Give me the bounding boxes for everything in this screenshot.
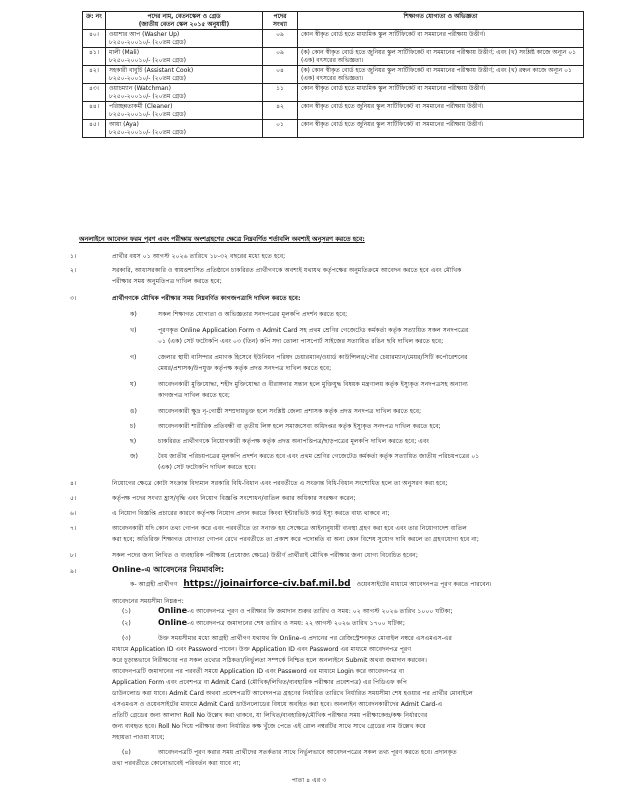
text-i1: প্রার্থীর বয়স ০১ আগস্ট ২০২৬ তারিখে ১৮-৩২ বছরের মধ্যে হতে হবে;: [112, 253, 286, 260]
table-row: [83, 48, 584, 66]
page-footer: পাতা ৪ এর ৩: [291, 777, 327, 784]
row-name-cell: [106, 102, 263, 120]
row-qty: ০৯: [263, 30, 298, 48]
online-rules-title: [112, 565, 224, 575]
row-qty: ৪২: [263, 102, 298, 120]
text-kha-l: খ): [130, 327, 137, 334]
row-name-cell: [106, 48, 263, 66]
schedule-end: [158, 618, 405, 628]
text-kha-b: ০১ (এক) সেট ফটোকপি এবং ০৩ (তিন) কপি সদ্য তোলা পাসপোর্ট সাইজের সত্যায়িত রঙিন ছবি দাখিল করতে হবে;: [158, 338, 444, 345]
header-qty: পদের সংখ্যা: [263, 12, 298, 30]
text-s3-l: (৩): [122, 635, 131, 642]
row-qty: ০১: [263, 120, 298, 138]
row-qty: ০৯: [263, 48, 298, 66]
text-s3e: Application Form এবং প্রবেশপত্র বা Admit Card (মৌখিক/লিখিত/ব্যবহারিক পরীক্ষার প্রবেশপত্র) এর পিডিএফ কপি: [112, 679, 407, 686]
row-qual: কোন স্বীকৃত বোর্ড হতে মাধ্যমিক স্কুল সার্টিফিকেট বা সমমানের পরীক্ষায় উত্তীর্ণ।: [298, 30, 584, 48]
row-qual: (ক) কোন স্বীকৃত বোর্ড হতে জুনিয়র স্কুল সার্টিফিকেট বা সমমানের পরীক্ষায় উত্তীর্ণ; এবং (খ) সংশ্লিষ্ট কাজে অন্যূন ০১ (এক) বৎসরের অভিজ্ঞতা।: [298, 48, 584, 66]
text-i9-sched: আবেদনের সময়সীমা নিম্নরূপ:: [112, 598, 184, 605]
text-i3: প্রার্থীগণকে মৌখিক পরীক্ষার সময় নিম্নবর্ণিত কাগজপত্রাদি দাখিল করতে হবে:: [112, 295, 301, 302]
text-i4: নিয়োগের ক্ষেত্রে কোটা সংক্রান্ত বিদ্যমান সরকারি বিধি-বিধান এবং পরবর্তীতে এ সংক্রান্ত বিধি-বিধান সংশোধিত হলে তা অনুসরণ করা হবে;: [112, 480, 448, 487]
text-gha-l: ঘ): [130, 381, 137, 388]
table-row: [83, 30, 584, 48]
text-kha-a: পূরণকৃত Online Application Form ও Admit Card সহ প্রথম শ্রেণির গেজেটেড কর্মকর্তা কর্তৃক সত্যায়িত সকল সনদপত্রের: [158, 327, 469, 334]
text-umo-l: ঙ): [130, 408, 137, 415]
row-qty: ০৪: [263, 66, 298, 84]
row-name: ওয়াশার আপ (Washer Up): [109, 31, 180, 38]
text-ja-a: বৈধ জাতীয় পরিচয়পত্রের মূলকপি প্রদর্শন করতে হবে এবং প্রথম শ্রেণির গেজেটেড কর্মকর্তা কর্তৃক সত্যায়িত জাতীয় পরিচয়পত্রের ০১: [158, 453, 480, 460]
text-ka: সকল শিক্ষাগত যোগ্যতা ও অভিজ্ঞতার সনদপত্রের মূলকপি প্রদর্শন করতে হবে;: [158, 311, 348, 318]
text-i7-num: ৭।: [70, 525, 77, 532]
text-i5: কর্তৃপক্ষ পদের সংখ্যা হ্রাস/বৃদ্ধি এবং নিয়োগ বিজ্ঞপ্তি সংশোধন/বাতিল করার অধিকার সংরক্ষণ করেন;: [112, 495, 356, 502]
text-ka-l: ক): [130, 311, 137, 318]
row-scale: ৮২৫০-২০০১০/- (২০তম গ্রেড): [109, 38, 186, 46]
text-s3g: এসএমএস ও ওয়েবসাইটের মাধ্যমে Admit Card ডাউনলোডের বিষয়ে অবহিত করা হবে। অনলাইন আবেদনকারীদের Admit Card-এ: [112, 701, 443, 708]
text-s3i: জন্য ব্যবহৃত হবে। Roll No দিয়ে পরীক্ষার জন্য নির্ধারিত কক্ষ খুঁজে পেতে এই রোল নম্বরটির সাথে সাথে গ্রেডের নাম উল্লেখ করে: [112, 723, 426, 730]
row-name-cell: [106, 84, 263, 102]
text-ga-a: জেলার স্থায়ী বাসিন্দার প্রমাণক হিসেবে ইউনিয়ন পরিষদ চেয়ারম্যান/ওয়ার্ড কাউন্সিলর/পৌর চেয়ারম্যান/মেয়র/সিটি কর্পোরেশনের: [158, 354, 468, 361]
row-name: সহকারী বাবুর্চি (Assistant Cook): [109, 67, 194, 74]
row-name: ওয়াচম্যান (Watchman): [109, 85, 171, 92]
online-rules-title-text: Online-এ আবেদনের নিয়মাবলি:: [112, 565, 225, 574]
text-i7b: করা হবে; অতিরিক্ত শিক্ষাগত যোগ্যতা গোপন রেখে পরবর্তীতে তা প্রকাশ করে পদোন্নতি বা অন্য কোন বিশেষ সুযোগ দাবি করলে তা গ্রহণযোগ্য হবে না;: [112, 536, 479, 543]
row-sl: ৪৩।: [83, 84, 106, 102]
text-ga-l: গ): [130, 354, 137, 361]
header-name-sub: (জাতীয় বেতন স্কেল ২০১৫ অনুযায়ী): [138, 20, 230, 28]
text-i1-num: ১।: [70, 253, 77, 260]
text-i2b: পরীক্ষার সময় অনুমতিপত্র দাখিল করতে হবে;: [112, 278, 222, 285]
header-sl: ক্র: নং: [83, 12, 106, 30]
apply-website-link[interactable]: https://joinairforce-civ.baf.mil.bd: [183, 579, 351, 589]
row-name-cell: [106, 66, 263, 84]
text-s3j: সহায়তা পাওয়া যাবে;: [112, 734, 165, 741]
text-s3c: করে চূড়ান্তভাবে নিরীক্ষণের পর সকল তথ্যের সঠিকতা/নির্ভুলতা সম্পর্কে নিশ্চিত হলে অনলাইনে Submit অথবা জমাদান করবেন।: [112, 657, 427, 664]
text-chha-l: ছ): [130, 438, 137, 445]
text-s3h: প্রতিটি গ্রেডের জন্য আলাদা Roll No উল্লেখ করা থাকবে, যা লিখিত/ব্যবহারিক/মৌখিক পরীক্ষার সময় পরীক্ষাকেন্দ্র/কক্ষ নির্ধারণের: [112, 712, 428, 719]
text-umo: আবেদনকারী ক্ষুদ্র নৃ-গোষ্ঠী সম্প্রদায়ভুক্ত হলে সংশ্লিষ্ট জেলা প্রশাসক কর্তৃক প্রদত্ত সনদপত্র দাখিল করতে হবে;: [158, 408, 422, 415]
text-s3f: ডাউনলোড করা যাবে। Admit Card অথবা প্রবেশপত্রটি আবেদনপত্র গ্রহণের নির্ধারিত তারিখে নির্ধারিত সময়সীমা শেষ হওয়ার পর প্রার্থীর মোবাইলে: [112, 690, 473, 697]
text-cha-l: চ): [130, 423, 136, 430]
schedule-start-online: Online: [158, 606, 188, 615]
text-ja-l: জ): [130, 453, 138, 460]
text-i7a: আবেদনকারী যদি কোন তথ্য গোপন করে এবং পরবর্তীতে তা সনাক্ত হয় সেক্ষেত্রে আইনানুযায়ী ব্যবস্থা গ্রহণ করা হবে এবং তার নিয়োগাদেশ বাতিল: [112, 525, 467, 532]
row-name-cell: [106, 120, 263, 138]
text-cha: আবেদনকারী শারীরিক প্রতিবন্ধী বা তৃতীয় লিঙ্গ হলে সমাজসেবা অধিদপ্তর কর্তৃক ইস্যুকৃত সনদপত্র দাখিল করতে হবে;: [158, 423, 441, 430]
apply-website-prefix: ক- আগ্রহী প্রার্থীগণ: [130, 581, 178, 588]
table-row: [83, 84, 584, 102]
row-name: পরিচ্ছন্নতাকর্মী (Cleaner): [109, 103, 173, 110]
text-i8-num: ৮।: [70, 552, 77, 559]
schedule-start-text: -এ আবেদনপত্র পূরণ ও পরীক্ষার ফি জমাদান শুরুর তারিখ ও সময়: ০২ আগস্ট ২০২৬ তারিখ ১০০০ ঘটিকা;: [187, 608, 453, 615]
row-scale: ৮২৫০-২০০১০/- (২০তম গ্রেড): [109, 56, 186, 64]
apply-website-suffix: ওয়েবসাইটের মাধ্যমে আবেদনপত্র পূরণ করতে পারবেন।: [356, 581, 492, 588]
row-qual: কোন স্বীকৃত বোর্ড হতে মাধ্যমিক স্কুল সার্টিফিকেট বা সমমানের পরীক্ষায় উত্তীর্ণ।: [298, 84, 584, 102]
text-i9-num: ৯।: [70, 568, 77, 575]
text-s4a: আবেদনপত্রটি পূরণ করার সময় প্রার্থীদের সতর্কতার সাথে নির্ভুলভাবে আবেদনপত্রের সকল তথ্য পূরণ করতে হবে। প্রদানকৃত: [158, 749, 457, 756]
table-row: [83, 120, 584, 138]
table-row: [83, 102, 584, 120]
text-gha-b: কাগজপত্র দাখিল করতে হবে;: [158, 392, 230, 399]
header-name-label: পদের নাম, বেতনস্কেল ও গ্রেড: [147, 13, 221, 20]
schedule-end-text: -এ আবেদনপত্র জমাদানের শেষ তারিখ ও সময়: ২২ আগস্ট ২০২৬ তারিখ ১৭০০ ঘটিকা;: [187, 620, 405, 627]
text-i6-num: ৬।: [70, 510, 77, 517]
row-sl: ৪৪।: [83, 102, 106, 120]
text-s3b: মাধ্যমে Application ID এবং Password পাবেন। উক্ত Application ID এবং Password এর মাধ্যমে আবেদনপত্র পূরণ: [112, 646, 412, 653]
row-sl: ৪৫।: [83, 120, 106, 138]
text-i4-num: ৪।: [70, 480, 77, 487]
conditions-heading: অনলাইনে আবেদন ফরম পূরণ এবং পরীক্ষায় অংশগ্রহণের ক্ষেত্রে নিম্নবর্ণিত শর্তাবলি অবশ্যই অনুসরণ করতে হবে:: [79, 235, 365, 243]
text-gha-a: আবেদনকারী মুক্তিযোদ্ধা, শহীদ মুক্তিযোদ্ধা ও বীরাঙ্গনার সন্তান হলে মুক্তিযুদ্ধ বিষয়ক মন্ত্রণালয় কর্তৃক ইস্যুকৃত সনদপত্রসহ অন্যান্য: [158, 381, 468, 388]
table-row: [83, 66, 584, 84]
text-i6: এ নিয়োগ বিজ্ঞপ্তি প্রচারের কারণে কর্তৃপক্ষ নিয়োগ প্রদান করতে কিংবা ইন্টারভিউ কার্ড ইস্যু করতে বাধ্য থাকবে না;: [112, 510, 390, 517]
text-s3d: আবেদনপত্রটি জমাদানের পর পরবর্তী সময়ে Application ID এবং Password এর মাধ্যমে Login করে আবেদনপত্র বা: [112, 668, 405, 675]
text-ga-b: মেয়র/প্রশাসক/উপযুক্ত কর্তৃপক্ষ কর্তৃক প্রদত্ত সনদপত্র দাখিল করতে হবে;: [158, 365, 332, 372]
text-s1-l: (১): [122, 608, 131, 615]
apply-website-line: [130, 580, 492, 589]
text-ja-b: (এক) সেট ফটোকপি দাখিল করতে হবে।: [158, 464, 256, 471]
header-qual: শিক্ষাগত যোগ্যতা ও অভিজ্ঞতা: [298, 12, 584, 30]
text-s4b: তথ্য পরবর্তীতে কোনোভাবেই পরিবর্তন করা যাবে না;: [112, 760, 241, 767]
text-s4-l: (৪): [122, 749, 131, 756]
row-sl: ৪১।: [83, 48, 106, 66]
text-s3a: উক্ত সময়সীমার মধ্যে আগ্রহী প্রার্থীগণ যথাযথ ফি Online-এ প্রদানের পর রেজিস্ট্রেশনকৃত মোবাইল নম্বরে এসএমএস-এর: [158, 635, 452, 642]
row-scale: ৮২৫০-২০০১০/- (২০তম গ্রেড): [109, 92, 186, 100]
text-i5-num: ৫।: [70, 495, 77, 502]
header-name: [106, 12, 263, 30]
row-qual: (ক) কোন স্বীকৃত বোর্ড হতে জুনিয়র স্কুল সার্টিফিকেট বা সমমানের পরীক্ষায় উত্তীর্ণ; এবং (খ) রন্ধন কাজে অন্যূন ০১ (এক) বৎসরের অভিজ্ঞতা।: [298, 66, 584, 84]
row-name: মালী (Mali): [109, 49, 140, 56]
text-i2-num: ২।: [70, 267, 77, 274]
row-sl: ৪২।: [83, 66, 106, 84]
row-sl: ৪০।: [83, 30, 106, 48]
text-i8: সকল পদের জন্য লিখিত ও ব্যবহারিক পরীক্ষায় (প্রযোজ্য ক্ষেত্রে) উত্তীর্ণ প্রার্থীরাই মৌখিক পরীক্ষার জন্য যোগ্য বিবেচিত হবেন;: [112, 552, 418, 559]
text-chha: চাকরিরত প্রার্থীগণকে নিয়োগকারী কর্তৃপক্ষ কর্তৃক প্রদত্ত অনাপত্তিপত্র/ছাড়পত্রের মূলকপি দাখিল করতে হবে; এবং: [158, 438, 430, 445]
row-name: আয়া (Aya): [109, 121, 139, 128]
row-scale: ৮২৫০-২০০১০/- (২০তম গ্রেড): [109, 128, 186, 136]
row-qual: কোন স্বীকৃত বোর্ড হতে জুনিয়র স্কুল সার্টিফিকেট বা সমমানের পরীক্ষায় উত্তীর্ণ।: [298, 120, 584, 138]
row-qual: কোন স্বীকৃত বোর্ড হতে জুনিয়র স্কুল সার্টিফিকেট বা সমমানের পরীক্ষায় উত্তীর্ণ।: [298, 102, 584, 120]
posts-table: [82, 11, 584, 138]
row-qty: ১১: [263, 84, 298, 102]
schedule-start: [158, 606, 453, 616]
text-i2a: সরকারি, আধাসরকারি ও স্বায়ত্তশাসিত প্রতিষ্ঠানে চাকরিরত প্রার্থীগণকে অবশ্যই যথাযথ কর্তৃপক্ষের অনুমতিক্রমে আবেদন করতে হবে এবং মৌখিক: [112, 267, 462, 274]
row-scale: ৮২৫০-২০০১০/- (২০তম গ্রেড): [109, 110, 186, 118]
row-name-cell: [106, 30, 263, 48]
row-scale: ৮২৫০-২০০১০/- (২০তম গ্রেড): [109, 74, 186, 82]
table-header-row: [83, 12, 584, 30]
text-i3-num: ৩।: [70, 295, 77, 302]
schedule-end-online: Online: [158, 618, 188, 627]
text-s2-l: (২): [122, 620, 131, 627]
